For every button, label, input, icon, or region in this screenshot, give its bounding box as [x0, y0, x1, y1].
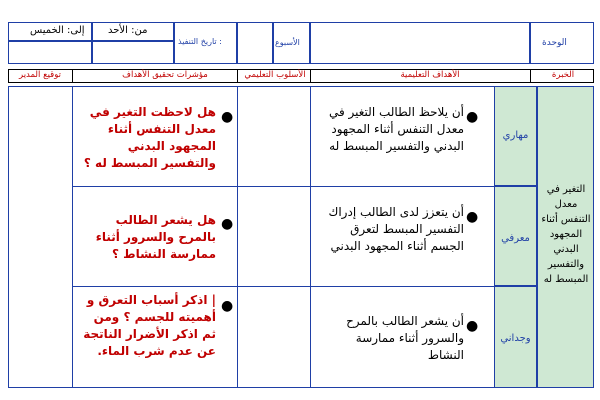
unit-text: التغير في معدل التنفس أثناء المجهود البدني والتفسير المبسط له: [541, 184, 591, 285]
col-sep-method: [237, 86, 238, 388]
domain-label-2: معرفي: [501, 233, 530, 244]
header-supervisor: توقيع المدير: [19, 70, 61, 80]
row-sep-1: [72, 186, 494, 187]
bullet-icon: ●: [221, 216, 234, 232]
col-sep-indicators: [72, 86, 73, 388]
hdr-sep-1: [530, 69, 531, 83]
unit-label: الوحدة: [542, 38, 567, 48]
bullet-icon: ●: [466, 109, 479, 125]
indicator-1: هل لاحظت التغير في معدل التنفس أثناء المجهود البدني والتفسير المبسط له ؟: [83, 105, 216, 170]
col-sep-objectives: [310, 86, 311, 388]
objective-3: أن يشعر الطالب بالمرح والسرور أثناء ممارسة النشاط: [346, 314, 464, 362]
from-label: من: الأحد: [108, 25, 148, 36]
header-objectives: الأهداف التعليمية: [400, 70, 460, 80]
hdr-sep-4: [72, 69, 73, 83]
to-label: إلى: الخميس: [30, 25, 85, 36]
to-value-cell: [8, 41, 92, 64]
bullet-icon: ●: [221, 298, 234, 314]
header-indicators: مؤشرات تحقيق الأهداف: [122, 70, 208, 80]
bullet-icon: ●: [466, 209, 479, 225]
week-label: الأسبوع: [275, 38, 300, 47]
week-value-cell: [237, 22, 273, 64]
domain-label-3: وجداني: [500, 333, 531, 344]
domain-label-1: مهاري: [502, 130, 529, 141]
indicator-3: | اذكر أسباب التعرق و أهميته للجسم ؟ ومن ثم اذكر الأضرار الناتجة عن عدم شرب الماء.: [83, 293, 216, 358]
indicator-2: هل يشعر الطالب بالمرح والسرور أثناء ممارسة النشاط ؟: [95, 213, 216, 261]
unit-value-cell: [310, 22, 530, 64]
hdr-sep-3: [237, 69, 238, 83]
header-method: الأسلوب التعليمي: [244, 70, 306, 80]
exec-date-label: تاريخ التنفيذ :: [178, 37, 222, 46]
objective-2: أن يتعزز لدى الطالب إدراك التفسير المبسط لتعرق الجسم أثناء المجهود البدني: [328, 205, 464, 253]
row-sep-2: [72, 286, 494, 287]
hdr-sep-2: [310, 69, 311, 83]
header-domain: الخبرة: [551, 70, 575, 80]
bullet-icon: ●: [466, 318, 479, 334]
from-value-cell: [92, 41, 174, 64]
bullet-icon: ●: [221, 109, 234, 125]
objective-1: أن يلاحظ الطالب التغير في معدل التنفس أثناء المجهود البدني والتفسير المبسط له: [328, 105, 464, 153]
